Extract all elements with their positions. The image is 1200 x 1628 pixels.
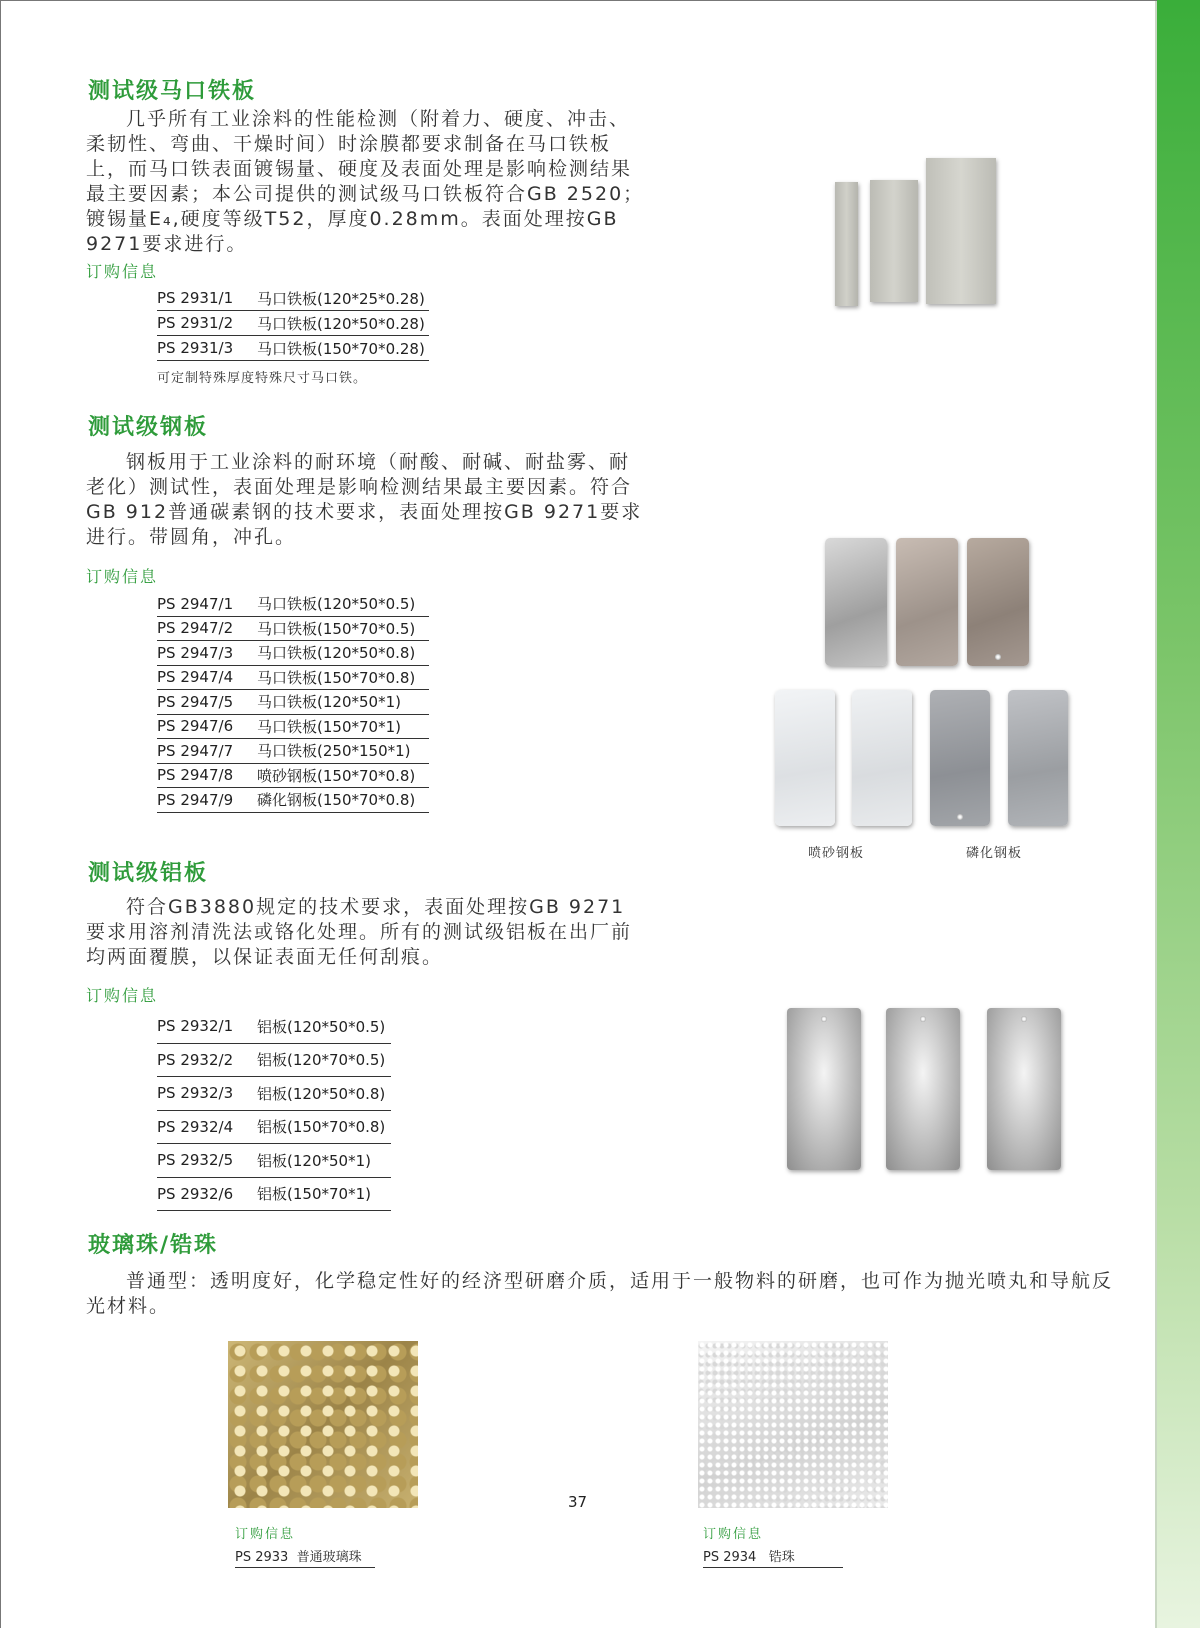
zirconia-order-code: PS 2934 (703, 1550, 757, 1565)
order-row (157, 1044, 391, 1078)
order-code: PS 2947/6 (157, 717, 234, 736)
sandblast-plate-1 (775, 690, 835, 826)
order-row (157, 286, 429, 311)
phosphate-plate-1 (930, 690, 990, 826)
order-code: PS 2947/3 (157, 643, 234, 662)
order-row (157, 1010, 391, 1044)
order-row (157, 788, 429, 813)
order-desc: 马口铁板(150*70*1) (257, 717, 401, 736)
order-row (157, 592, 429, 617)
order-code: PS 2947/8 (157, 766, 234, 785)
hole-icon (995, 654, 1001, 660)
steel-photo (770, 538, 1070, 838)
aluminum-order-label: 订购信息 (86, 986, 159, 1005)
order-row (157, 1111, 391, 1145)
order-desc: 马口铁板(150*70*0.28) (257, 339, 425, 358)
sandblast-plate-2 (852, 690, 912, 826)
aluminum-title: 测试级铝板 (88, 861, 209, 886)
hole-icon (920, 1016, 926, 1022)
order-code: PS 2931/3 (157, 339, 234, 357)
order-desc: 铝板(150*70*1) (257, 1185, 371, 1204)
glass-order-desc: 普通玻璃珠 (296, 1550, 362, 1565)
order-row (157, 666, 429, 691)
order-desc: 马口铁板(150*70*0.8) (257, 668, 416, 687)
green-sidebar (1157, 0, 1200, 1628)
tinplate-strip-wide (926, 158, 996, 304)
steel-order-label: 订购信息 (86, 567, 159, 586)
aluminum-photo (787, 1008, 1062, 1173)
order-code: PS 2931/2 (157, 314, 234, 332)
order-row (157, 715, 429, 740)
order-desc: 马口铁板(120*50*0.8) (257, 644, 416, 663)
tinplate-strip-medium (870, 180, 918, 302)
tinplate-paragraph: 几乎所有工业涂料的性能检测（附着力、硬度、冲击、柔韧性、弯曲、干燥时间）时涂膜都要求制备在马口铁板上，而马口铁表面镀锡量、硬度及表面处理是影响检测结果最主要因素；本公司提供的测试级马口铁板符合GB 2520；镀锡量E₄,硬度等级T52，厚度0.28mm。表面处理按GB 9271要求进行。 (86, 108, 645, 255)
steel-plate-2 (896, 538, 958, 666)
order-desc: 铝板(120*50*1) (257, 1151, 371, 1170)
phosphate-plate-2 (1008, 690, 1068, 826)
order-desc: 铝板(120*50*0.8) (257, 1084, 386, 1103)
zirconia-order-desc: 锆珠 (768, 1550, 795, 1565)
glass-beads-photo (228, 1341, 418, 1508)
aluminum-plate-2 (886, 1008, 960, 1170)
hole-icon (957, 814, 963, 820)
glass-order-row (235, 1546, 375, 1568)
order-row (157, 764, 429, 789)
order-code: PS 2931/1 (157, 289, 234, 307)
hole-icon (821, 1016, 827, 1022)
order-code: PS 2932/4 (157, 1117, 234, 1136)
order-code: PS 2932/6 (157, 1184, 234, 1203)
order-row (157, 336, 429, 361)
caption-phosphate: 磷化钢板 (966, 846, 1023, 861)
order-code: PS 2947/9 (157, 790, 234, 809)
order-code: PS 2947/4 (157, 668, 234, 687)
order-desc: 马口铁板(150*70*0.5) (257, 619, 416, 638)
tinplate-photo (835, 158, 995, 308)
order-desc: 喷砂钢板(150*70*0.8) (257, 766, 416, 785)
order-row (157, 1144, 391, 1178)
order-code: PS 2947/2 (157, 619, 234, 638)
order-row (157, 641, 429, 666)
order-note: 可定制特殊厚度特殊尺寸马口铁。 (157, 371, 368, 386)
order-code: PS 2932/3 (157, 1084, 234, 1103)
order-desc: 铝板(120*70*0.5) (257, 1051, 386, 1070)
zirconia-beads-photo (698, 1341, 888, 1508)
order-row (157, 1077, 391, 1111)
tinplate-order-table (157, 286, 429, 386)
zirconia-order-label: 订购信息 (703, 1527, 764, 1542)
order-code: PS 2947/5 (157, 692, 234, 711)
hole-icon (1021, 1016, 1027, 1022)
order-desc: 马口铁板(250*150*1) (257, 742, 411, 761)
order-row (157, 690, 429, 715)
tinplate-strip-narrow (835, 182, 858, 306)
order-desc: 铝板(150*70*0.8) (257, 1118, 386, 1137)
order-row (157, 617, 429, 642)
tinplate-title: 测试级马口铁板 (88, 79, 257, 104)
aluminum-plate-1 (787, 1008, 861, 1170)
order-row (157, 1178, 391, 1212)
order-code: PS 2947/1 (157, 594, 234, 613)
order-code: PS 2932/2 (157, 1050, 234, 1069)
order-code: PS 2932/5 (157, 1151, 234, 1170)
steel-order-table (157, 592, 429, 813)
order-desc: 马口铁板(120*50*1) (257, 693, 401, 712)
order-code: PS 2932/1 (157, 1017, 234, 1036)
beads-paragraph: 普通型：透明度好，化学稳定性好的经济型研磨介质，适用于一般物料的研磨，也可作为抛光喷丸和导航反光材料。 (86, 1270, 1114, 1317)
aluminum-plate-3 (987, 1008, 1061, 1170)
glass-order-code: PS 2933 (235, 1550, 289, 1565)
page-number: 37 (568, 1493, 588, 1511)
glass-beads-order (235, 1523, 375, 1568)
steel-plate-1 (825, 538, 887, 666)
order-code: PS 2947/7 (157, 741, 234, 760)
order-row (157, 739, 429, 764)
caption-sandblast: 喷砂钢板 (808, 846, 865, 861)
zirconia-order-row (703, 1546, 843, 1568)
tinplate-order-label: 订购信息 (86, 262, 159, 281)
order-desc: 马口铁板(120*50*0.5) (257, 595, 416, 614)
order-desc: 铝板(120*50*0.5) (257, 1017, 386, 1036)
order-row (157, 311, 429, 336)
order-desc: 磷化钢板(150*70*0.8) (257, 791, 416, 810)
aluminum-paragraph: 符合GB3880规定的技术要求，表面处理按GB 9271要求用溶剂清洗法或铬化处理。所有的测试级铝板在出厂前均两面覆膜，以保证表面无任何刮痕。 (86, 896, 633, 968)
aluminum-order-table (157, 1010, 391, 1211)
steel-plate-3 (967, 538, 1029, 666)
zirconia-beads-order (703, 1523, 843, 1568)
order-desc: 马口铁板(120*25*0.28) (257, 289, 425, 308)
steel-paragraph: 钢板用于工业涂料的耐环境（耐酸、耐碱、耐盐雾、耐老化）测试性，表面处理是影响检测结果最主要因素。符合GB 912普通碳素钢的技术要求，表面处理按GB 9271要求进行。带圆角，冲孔。 (86, 451, 643, 548)
glass-order-label: 订购信息 (235, 1527, 296, 1542)
beads-title: 玻璃珠/锆珠 (88, 1233, 219, 1258)
steel-title: 测试级钢板 (88, 415, 209, 440)
order-desc: 马口铁板(120*50*0.28) (257, 314, 425, 333)
